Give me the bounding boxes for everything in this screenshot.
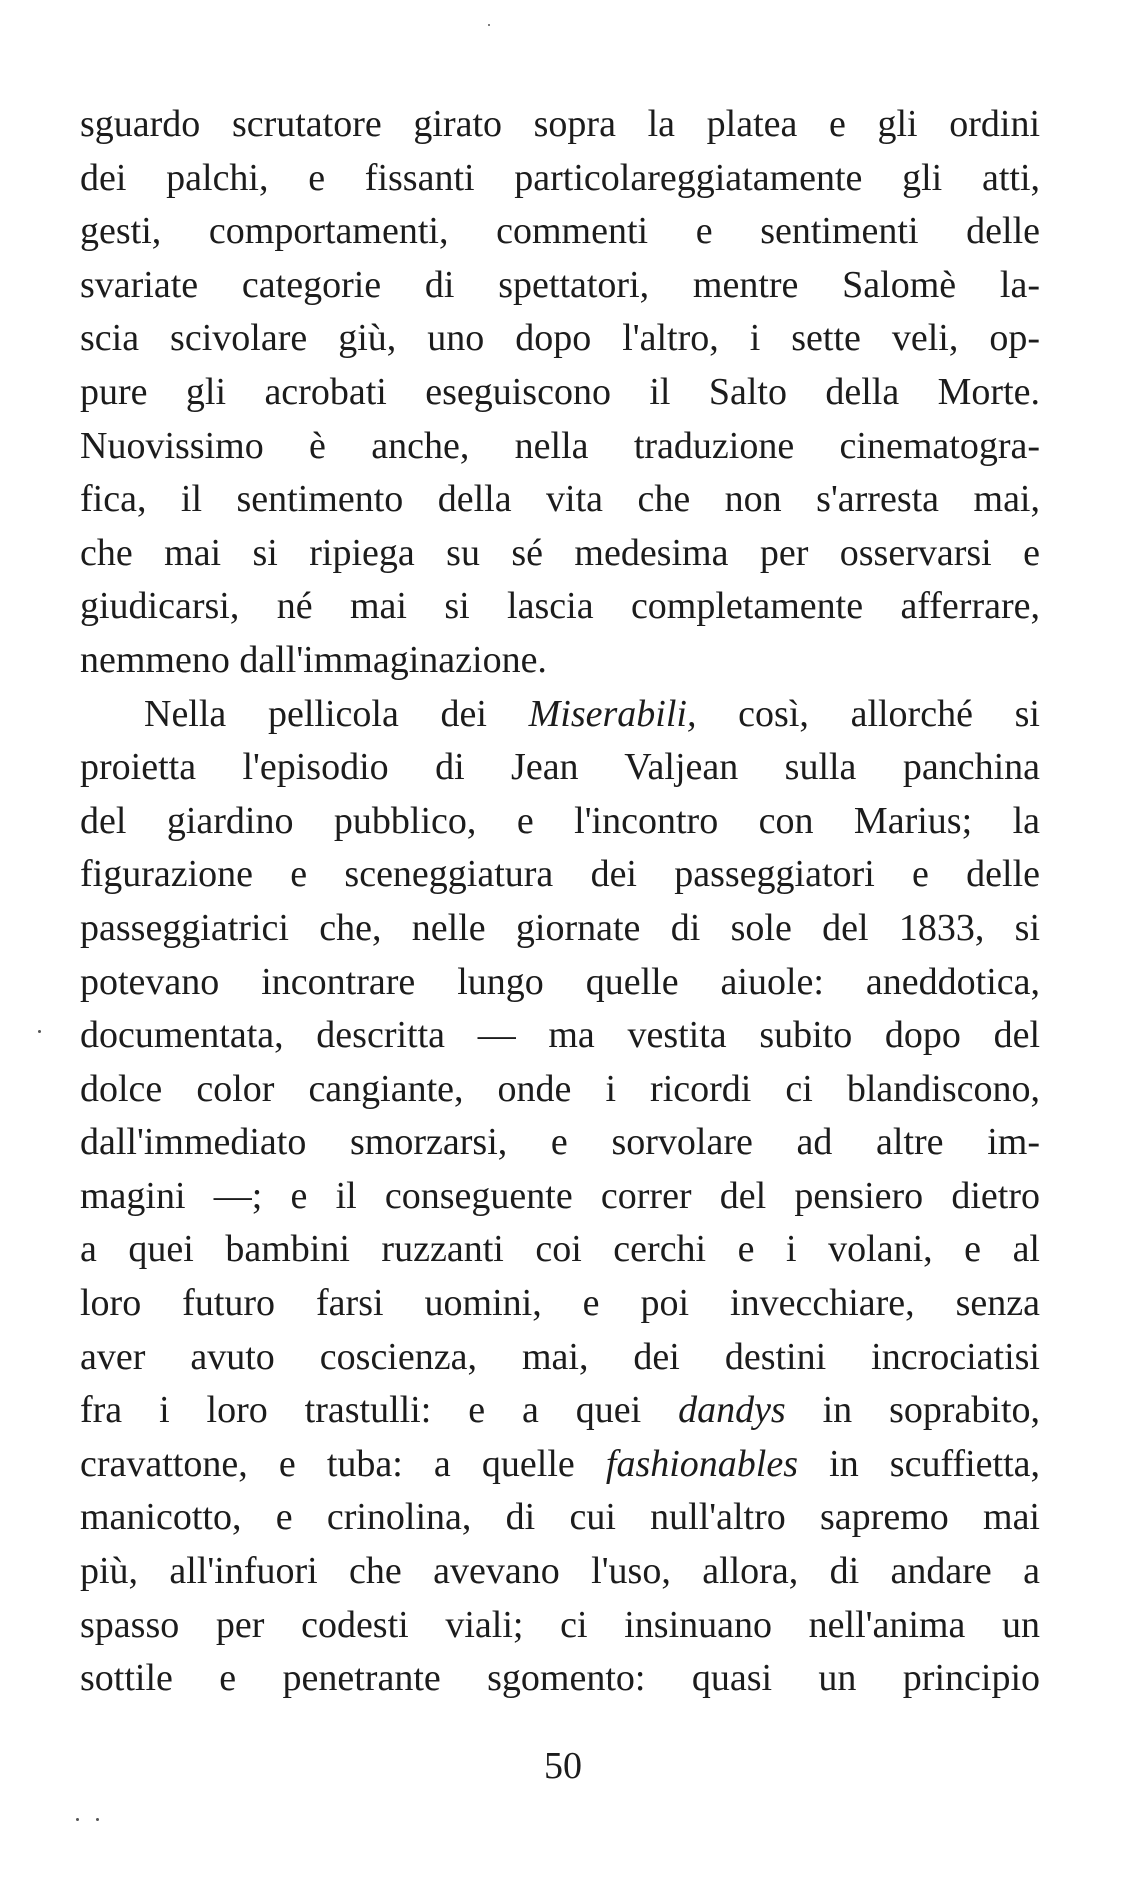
page-text bbox=[80, 98, 1040, 1706]
italic-word: dandys bbox=[678, 1389, 786, 1432]
text-run: in scuffietta, bbox=[798, 1442, 1040, 1485]
text-line: giudicarsi, né mai si lascia completamente afferrare, bbox=[80, 585, 1040, 628]
text-line: sguardo scrutatore girato sopra la platea e gli ordini bbox=[80, 103, 1040, 145]
text-line: più, all'infuori che avevano l'uso, allora, di andare a bbox=[80, 1550, 1040, 1593]
print-speck bbox=[38, 1030, 41, 1033]
print-speck bbox=[96, 1818, 99, 1821]
text-line: gesti, comportamenti, commenti e sentimenti delle bbox=[80, 210, 1040, 253]
print-speck bbox=[488, 24, 490, 26]
print-speck bbox=[76, 1818, 79, 1821]
text-line: a quei bambini ruzzanti coi cerchi e i volani, e al bbox=[80, 1228, 1040, 1271]
text-line: dei palchi, e fissanti particolareggiatamente gli atti, bbox=[80, 156, 1040, 199]
text-line: manicotto, e crinolina, di cui null'altro sapremo mai bbox=[80, 1496, 1040, 1539]
text-line: loro futuro farsi uomini, e poi invecchiare, senza bbox=[80, 1282, 1040, 1325]
text-line: dall'immediato smorzarsi, e sorvolare ad altre im- bbox=[80, 1121, 1040, 1164]
text-line: magini —; e il conseguente correr del pensiero dietro bbox=[80, 1174, 1040, 1217]
text-line: passeggiatrici che, nelle giornate di sole del 1833, si bbox=[80, 906, 1040, 949]
text-line: sottile e penetrante sgomento: quasi un principio bbox=[80, 1657, 1040, 1700]
italic-title: Miserabili, bbox=[528, 692, 697, 735]
text-line: potevano incontrare lungo quelle aiuole: aneddotica, bbox=[80, 960, 1040, 1003]
text-line: proietta l'episodio di Jean Valjean sulla panchina bbox=[80, 746, 1040, 789]
text-line bbox=[80, 688, 1040, 742]
text-line: figurazione e sceneggiatura dei passeggiatori e delle bbox=[80, 853, 1040, 896]
text-line: scia scivolare giù, uno dopo l'altro, i sette veli, op- bbox=[80, 317, 1040, 360]
text-run: fra i loro trastulli: e a quei bbox=[80, 1389, 679, 1432]
text-line: fica, il sentimento della vita che non s'arresta mai, bbox=[80, 478, 1040, 521]
text-line: documentata, descritta — ma vestita subito dopo del bbox=[80, 1014, 1040, 1057]
paragraph bbox=[80, 688, 1040, 1706]
italic-word: fashionables bbox=[605, 1442, 799, 1485]
text-line: svariate categorie di spettatori, mentre Salomè la- bbox=[80, 263, 1040, 306]
text-line bbox=[80, 1384, 1040, 1438]
paragraph bbox=[80, 98, 1040, 688]
text-line: che mai si ripiega su sé medesima per osservarsi e bbox=[80, 531, 1040, 574]
text-line: aver avuto coscienza, mai, dei destini incrociatisi bbox=[80, 1335, 1040, 1378]
text-run: così, allorché si bbox=[696, 692, 1040, 735]
text-line: spasso per codesti viali; ci insinuano nell'anima un bbox=[80, 1603, 1040, 1646]
text-line: dolce color cangiante, onde i ricordi ci blandiscono, bbox=[80, 1067, 1040, 1110]
text-run: in soprabito, bbox=[785, 1389, 1040, 1432]
text-line bbox=[80, 1438, 1040, 1492]
text-line: Nuovissimo è anche, nella traduzione cinematogra- bbox=[80, 424, 1040, 467]
text-line: pure gli acrobati eseguiscono il Salto della Morte. bbox=[80, 370, 1040, 413]
text-line: nemmeno dall'immaginazione. bbox=[80, 638, 547, 681]
text-run: cravattone, e tuba: a quelle bbox=[80, 1442, 606, 1485]
page-number: 50 bbox=[544, 1745, 582, 1787]
text-line: del giardino pubblico, e l'incontro con Marius; la bbox=[80, 799, 1040, 842]
text-run: Nella pellicola dei bbox=[144, 692, 529, 735]
